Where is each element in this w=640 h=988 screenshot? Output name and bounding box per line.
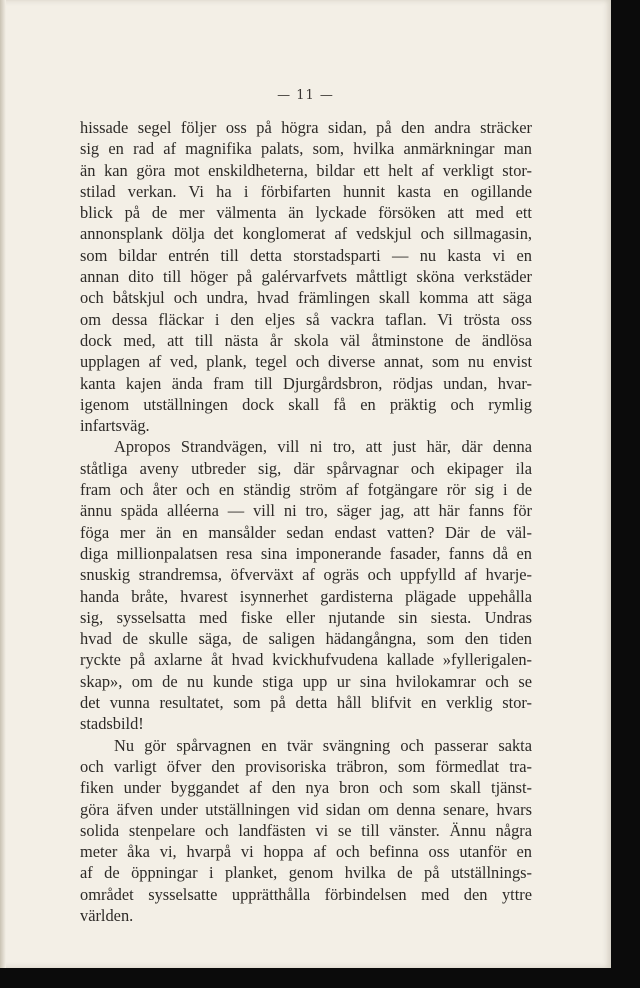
text-line: annan dito till höger på galérvarfvets måttligt sköna verkstäder <box>80 267 532 287</box>
body-text <box>80 117 532 926</box>
text-line: om dessa fläckar i den eljes så vackra taflan. Vi trösta oss <box>80 309 532 329</box>
text-line: stilad verkan. Vi ha i förbifarten hunnit kasta en ogillande <box>80 181 532 201</box>
scan-border-bottom <box>0 968 640 988</box>
paragraph <box>80 735 532 927</box>
text-line: af de öppningar i planket, genom hvilka de på utställnings- <box>80 863 532 883</box>
text-line: som bildar entrén till detta storstadsparti — nu kasta vi en <box>80 245 532 265</box>
text-line: fiken under byggandet af den nya bron och som skall tjänst- <box>80 778 532 798</box>
page-number: — 11 — <box>277 88 334 103</box>
text-line: fram och åter och en ständig ström af fotgängare rör sig i de <box>80 480 532 500</box>
text-line: dock med, att till nästa år skola väl åtminstone de ändlösa <box>80 330 532 350</box>
text-line: sig en rad af magnifika palats, som, hvilka anmärkningar man <box>80 139 532 159</box>
text-line: skap», om de nu kunde stiga upp ur sina hvilokamrar och se <box>80 671 532 691</box>
paragraph <box>80 117 532 436</box>
text-line: meter åka vi, hvarpå vi hoppa af och befinna oss utanför en <box>80 842 532 862</box>
text-line: upplagen af ved, plank, tegel och diverse annat, som nu envist <box>80 352 532 372</box>
text-line: igenom utställningen dock skall få en präktig och rymlig <box>80 394 532 414</box>
scan-border-right <box>611 0 640 988</box>
text-line: sig, sysselsatta med fiske eller njutande sin siesta. Undras <box>80 607 532 627</box>
text-line: föga mer än en mansålder sedan endast vatten? Där de väl- <box>80 522 532 542</box>
text-line: handa bråte, hvarest isynnerhet gardisterna plägade uppehålla <box>80 586 532 606</box>
text-line: diga millionpalatsen resa sina imponerande fasader, fanns då en <box>80 543 532 563</box>
text-line: och båtskjul och undra, hvad främlingen skall komma att säga <box>80 288 532 308</box>
paragraph <box>80 436 532 734</box>
text-line: hissade segel följer oss på högra sidan, på den andra sträcker <box>80 118 532 137</box>
text-line: området sysselsatte upprätthålla förbindelsen med den yttre <box>80 884 532 904</box>
page-gutter-edge <box>0 0 6 968</box>
text-line: ännu späda alléerna — vill ni tro, säger jag, att här fanns för <box>80 501 532 521</box>
text-line: göra äfven under utställningen vid sidan om denna senare, hvars <box>80 799 532 819</box>
text-line: blick på de mer välmenta än lyckade försöken att med ett <box>80 203 532 223</box>
text-line: världen. <box>80 905 134 925</box>
text-line: än kan göra mot enskildheterna, bildar ett helt af verkligt stor- <box>80 160 532 180</box>
text-line: Apropos Strandvägen, vill ni tro, att just här, där denna <box>114 437 532 457</box>
text-line: och varligt öfver den provisoriska träbron, som förmedlat tra- <box>80 756 532 776</box>
text-line: snuskig strandremsa, öfverväxt af ogräs och uppfylld af hvarje- <box>80 565 532 585</box>
text-line: infartsväg. <box>80 416 150 436</box>
text-line: ståtliga aveny utbreder sig, där spårvagnar och ekipager ila <box>80 458 532 478</box>
text-line: stadsbild! <box>80 714 144 734</box>
text-line: solida stenpelare och landfästen vi se till vänster. Ännu några <box>80 820 532 840</box>
text-line: Nu gör spårvagnen en tvär svängning och passerar sakta <box>114 735 532 755</box>
text-line: kanta kajen ända fram till Djurgårdsbron, rödjas undan, hvar- <box>80 373 532 393</box>
text-line: annonsplank dölja det konglomerat af vedskjul och sillmagasin, <box>80 224 532 244</box>
text-line: det vunna resultatet, som på detta håll blifvit en verklig stor- <box>80 693 532 713</box>
text-line: ryckte på axlarne åt hvad kvickhufvudena kallade »fyllerigalen- <box>80 650 532 670</box>
text-line: hvad de skulle säga, de saligen hädangångna, som den tiden <box>80 629 532 649</box>
